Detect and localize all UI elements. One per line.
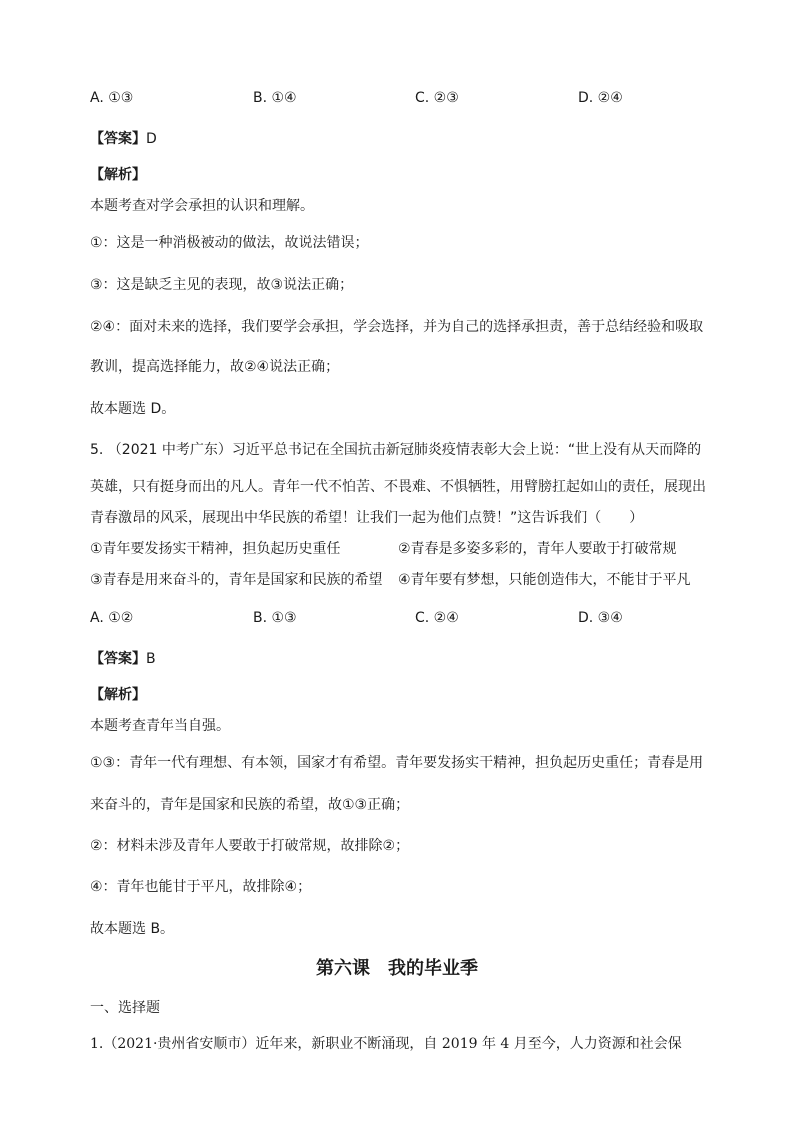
q4-analysis-line: ①：这是一种消极被动的做法，故说法错误； bbox=[90, 235, 369, 251]
answer-label: 【答案】 bbox=[90, 651, 146, 667]
q5-analysis-line: 本题考查青年当自强。 bbox=[90, 718, 230, 734]
lesson-title: 第六课 我的毕业季 bbox=[316, 958, 478, 979]
q4-analysis-line: 教训，提高选择能力，故②④说法正确； bbox=[90, 359, 340, 375]
q5-stem-line: 英雄，只有挺身而出的凡人。青年一代不怕苦、不畏难、不惧牺牲，用臂膀扛起如山的责任，展现出 bbox=[90, 479, 706, 495]
q4-analysis-label: 【解析】 bbox=[90, 167, 146, 183]
q4-option-d: D. ②④ bbox=[578, 90, 623, 106]
q5-analysis-line: 故本题选 B。 bbox=[90, 921, 175, 937]
q5-statement-1: ①青年要发扬实干精神，担负起历史重任 bbox=[90, 541, 341, 557]
q4-analysis-line: 本题考查对学会承担的认识和理解。 bbox=[90, 198, 314, 214]
q5-analysis-label: 【解析】 bbox=[90, 687, 146, 703]
q5-analysis-line: ④：青年也能甘于平凡，故排除④； bbox=[90, 879, 312, 895]
q5-option-c: C. ②④ bbox=[415, 610, 459, 626]
q5-option-d: D. ③④ bbox=[578, 610, 623, 626]
q1-stem-line: 1.（2021·贵州省安顺市）近年来，新职业不断涌现，自 2019 年 4 月至今，人力资源和社会保 bbox=[90, 1036, 682, 1052]
q4-option-a: A. ①③ bbox=[90, 90, 134, 106]
answer-value: B bbox=[146, 651, 156, 667]
q4-option-b: B. ①④ bbox=[253, 90, 297, 106]
q5-answer bbox=[90, 649, 156, 669]
q5-analysis-line: ①③：青年一代有理想、有本领，国家才有希望。青年要发扬实干精神，担负起历史重任；青春是用 bbox=[90, 755, 704, 771]
q4-answer bbox=[90, 129, 157, 149]
section-heading: 一、选择题 bbox=[90, 1000, 160, 1016]
q4-analysis-line: 故本题选 D。 bbox=[90, 401, 176, 417]
q5-statement-3: ③青春是用来奋斗的，青年是国家和民族的希望 bbox=[90, 572, 383, 588]
q5-option-b: B. ①③ bbox=[253, 610, 297, 626]
q5-stem-line: 5. （2021 中考广东）习近平总书记在全国抗击新冠肺炎疫情表彰大会上说：“世上没有从天而降的 bbox=[90, 442, 702, 458]
answer-label: 【答案】 bbox=[90, 131, 146, 147]
q5-option-a: A. ①② bbox=[90, 610, 134, 626]
q5-statement-4: ④青年要有梦想，只能创造伟大，不能甘于平凡 bbox=[398, 572, 691, 588]
q4-analysis-line: ②④：面对未来的选择，我们要学会承担，学会选择，并为自己的选择承担责，善于总结经验和吸取 bbox=[90, 319, 704, 335]
q5-stem-line: 青春激昂的风采，展现出中华民族的希望！让我们一起为他们点赞！”这告诉我们（ ） bbox=[90, 510, 644, 526]
q4-option-c: C. ②③ bbox=[415, 90, 459, 106]
q4-analysis-line: ③：这是缺乏主见的表现，故③说法正确； bbox=[90, 277, 354, 293]
q5-analysis-line: ②：材料未涉及青年人要敢于打破常规，故排除②； bbox=[90, 838, 410, 854]
q5-analysis-line: 来奋斗的，青年是国家和民族的希望，故①③正确； bbox=[90, 797, 410, 813]
q5-statement-2: ②青春是多姿多彩的，青年人要敢于打破常规 bbox=[398, 541, 677, 557]
answer-value: D bbox=[146, 131, 157, 147]
